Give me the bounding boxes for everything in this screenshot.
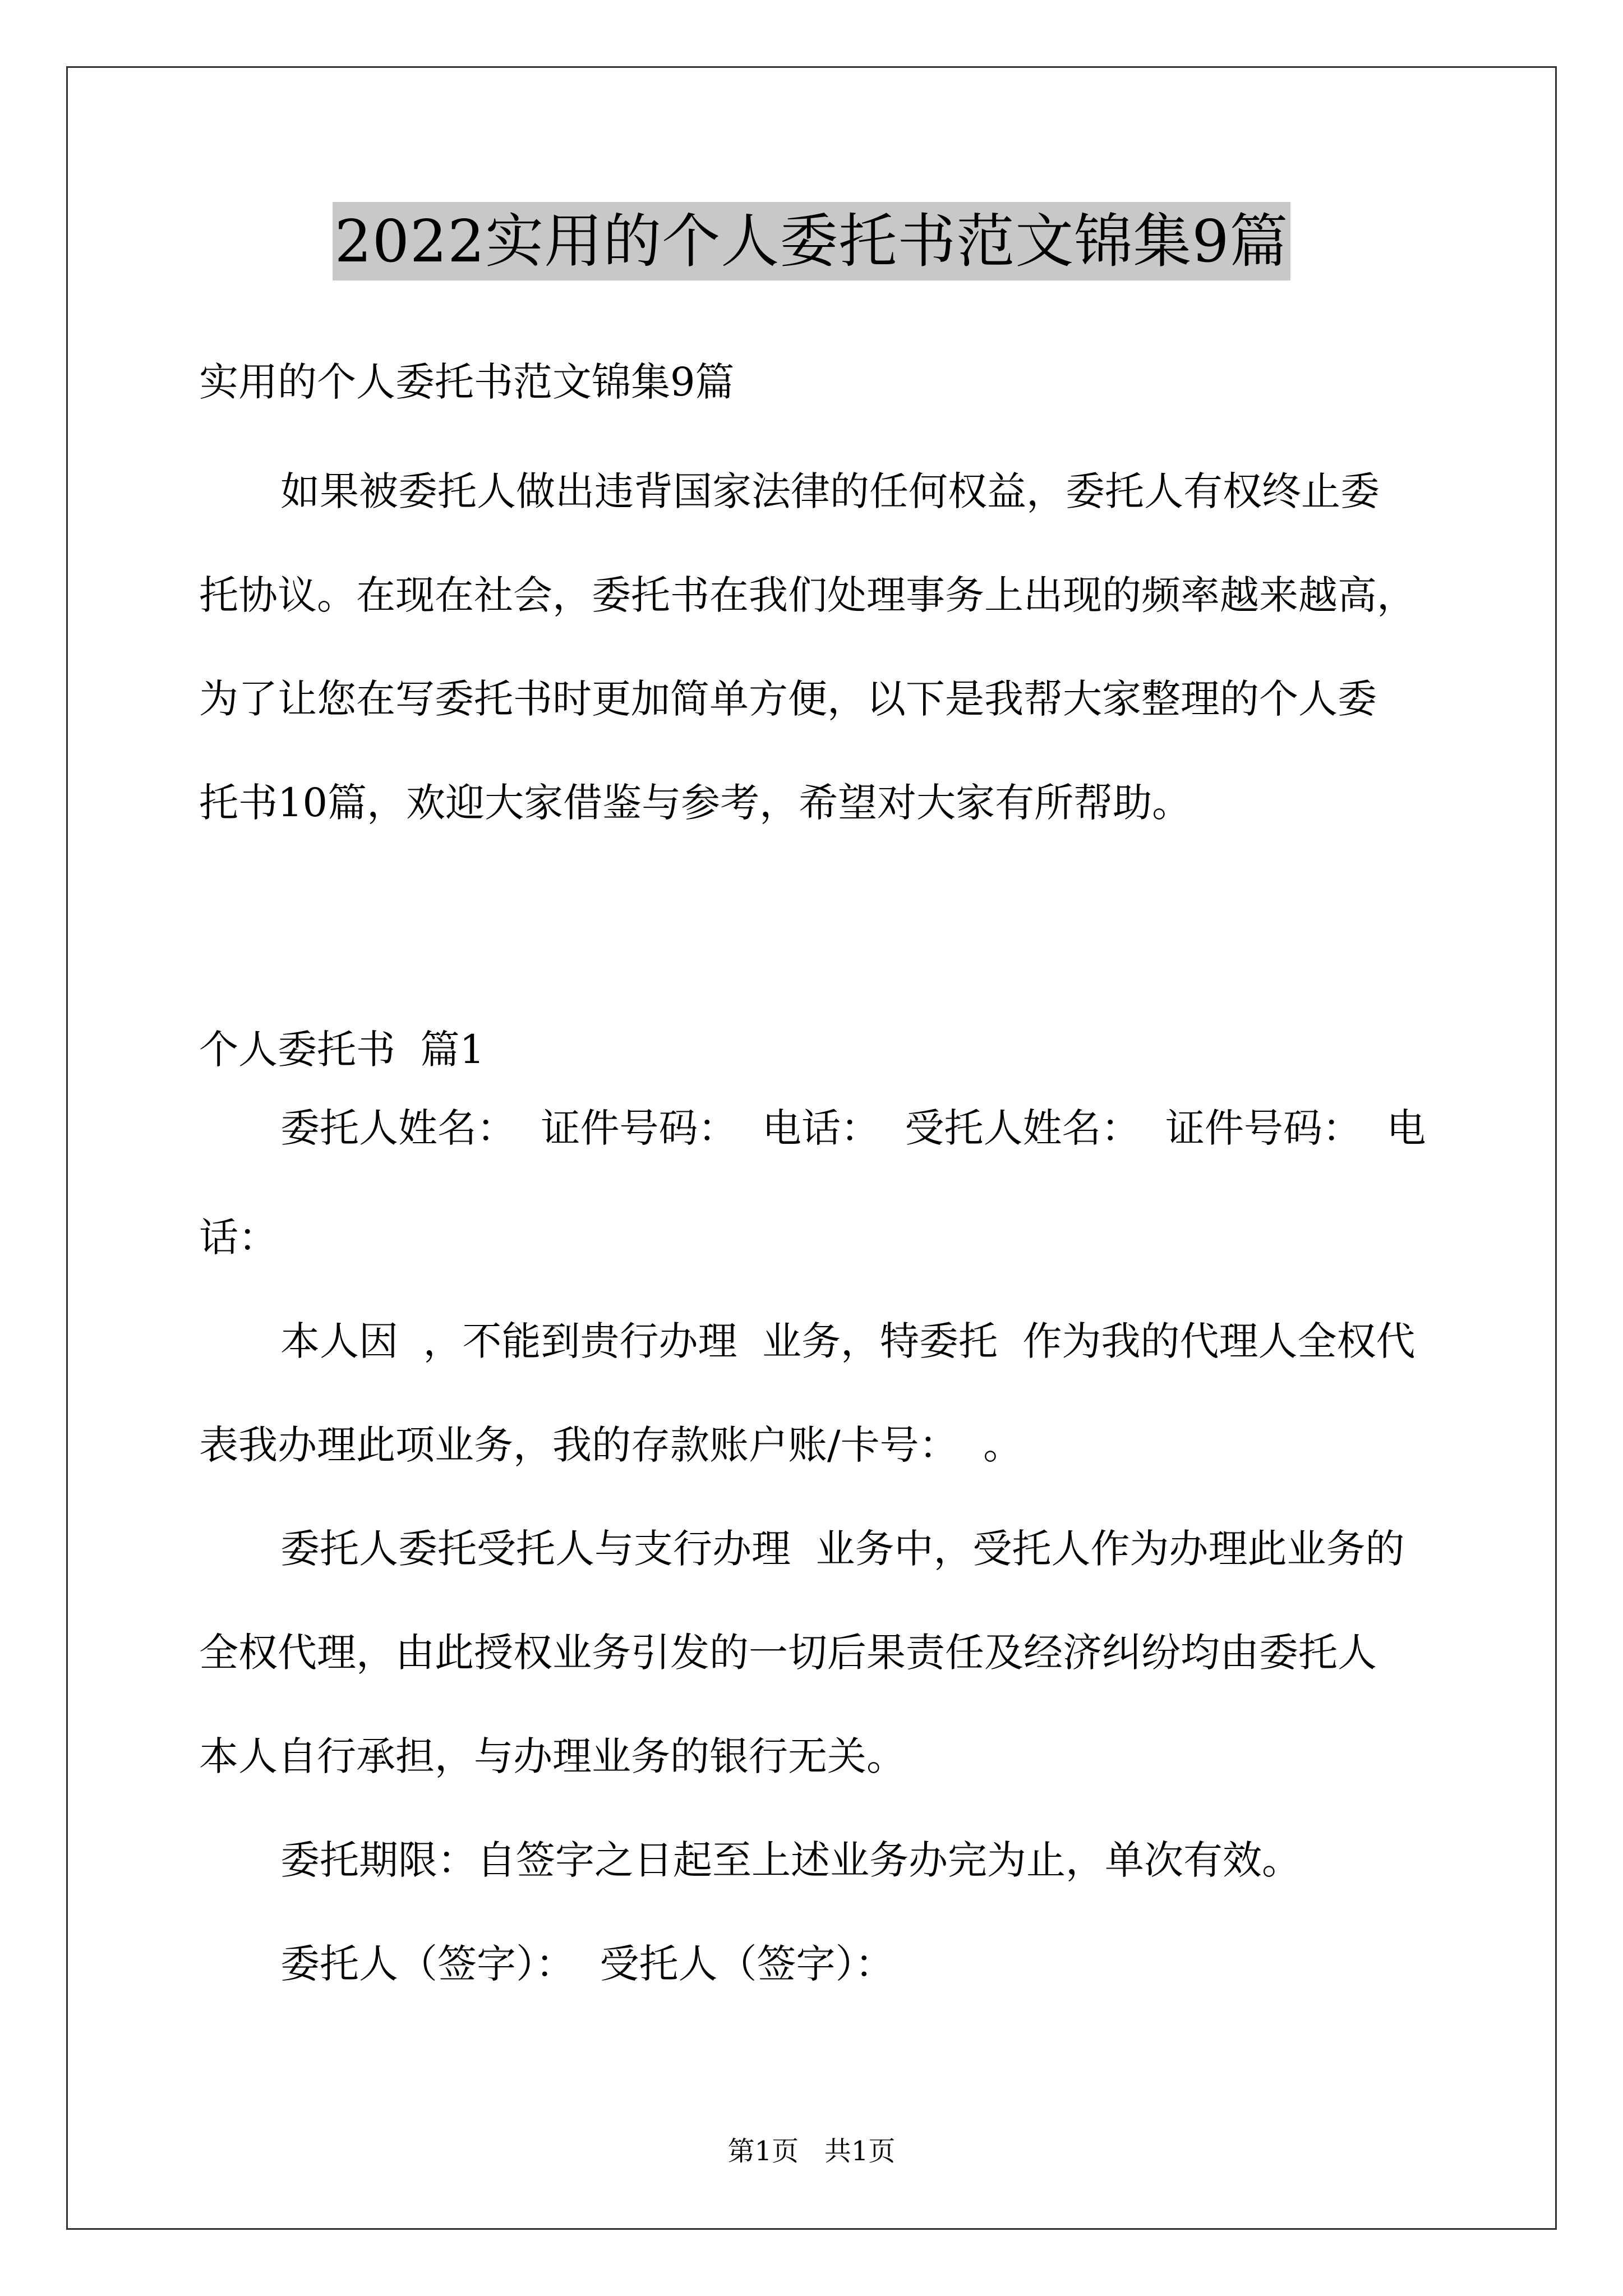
intro-line: 托书10篇，欢迎大家借鉴与参考，希望对大家有所帮助。 — [199, 780, 1192, 826]
section-line: 全权代理，由此授权业务引发的一切后果责任及经济纠纷均由委托人 — [199, 1630, 1377, 1676]
document-subtitle: 实用的个人委托书范文锦集9篇 — [199, 359, 735, 405]
document-title — [0, 202, 1623, 280]
section-line: 委托人（签字）： 受托人（签字）： — [280, 1941, 895, 1987]
section-heading: 个人委托书 篇1 — [199, 1027, 485, 1073]
section-line: 表我办理此项业务，我的存款账户账/卡号： 。 — [199, 1422, 1023, 1468]
intro-line: 如果被委托人做出违背国家法律的任何权益，委托人有权终止委 — [280, 468, 1380, 514]
section-line: 委托人委托受托人与支行办理 业务中，受托人作为办理此业务的 — [280, 1526, 1405, 1572]
section-line: 话： — [199, 1214, 278, 1260]
section-line: 委托期限：自签字之日起至上述业务办完为止，单次有效。 — [280, 1837, 1301, 1883]
section-line: 委托人姓名： 证件号码： 电话： 受托人姓名： 证件号码： 电 — [280, 1105, 1426, 1151]
intro-line: 为了让您在写委托书时更加简单方便，以下是我帮大家整理的个人委 — [199, 676, 1377, 722]
document-title-text: 2022实用的个人委托书范文锦集9篇 — [333, 202, 1291, 280]
section-line: 本人自行承担，与办理业务的银行无关。 — [199, 1733, 906, 1779]
page-footer — [0, 2134, 1623, 2168]
intro-line: 托协议。在现在社会，委托书在我们处理事务上出现的频率越来越高， — [199, 572, 1416, 618]
section-line: 本人因 ，不能到贵行办理 业务，特委托 作为我的代理人全权代 — [280, 1318, 1415, 1364]
page-number-text: 第1页 共1页 — [727, 2136, 896, 2167]
